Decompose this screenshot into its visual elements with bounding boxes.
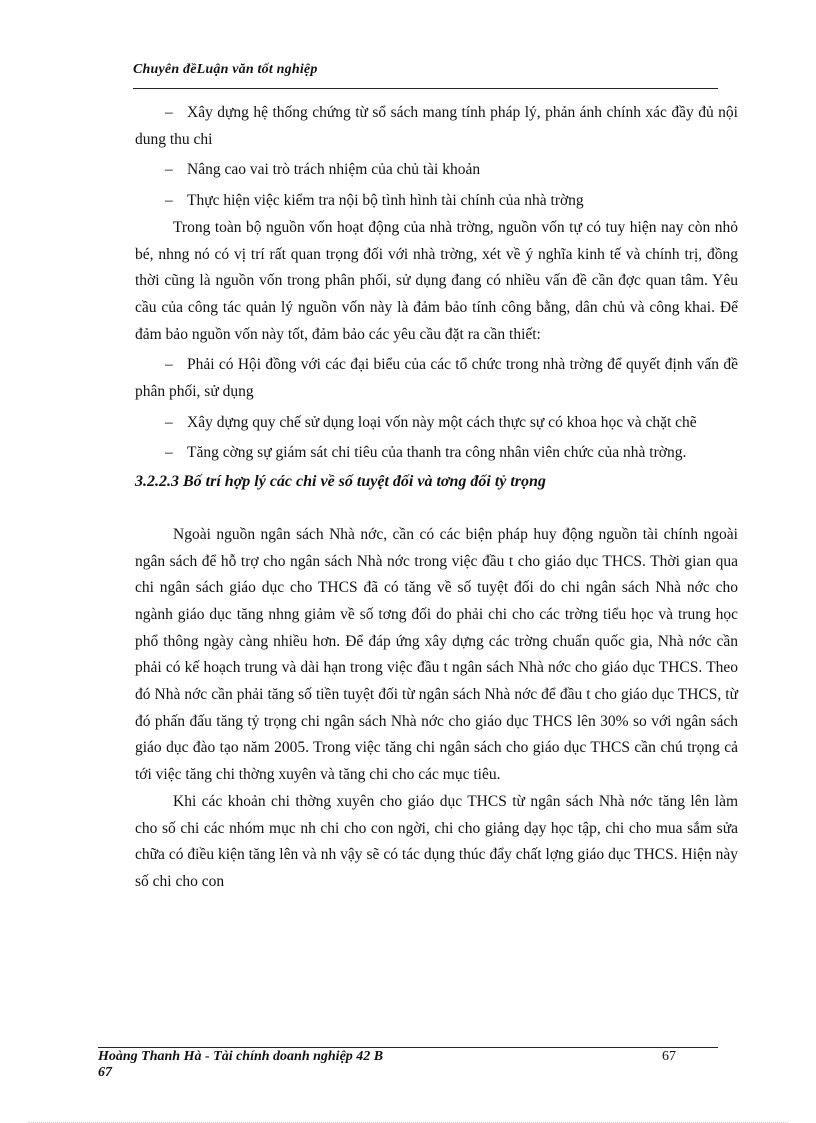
body-paragraph: Khi các khoản chi thờng xuyên cho giáo dục THCS từ ngân sách Nhà nớc tăng lên làm cho số chi các nhóm mục nh chi cho con ngời, chi cho giảng dạy học tập, chi cho mua sắm sửa chữa có điều kiện tăng lên và nh vậy sẽ có tác dụng thúc đẩy chất lợng giáo dục THCS. Hiện này số chi cho con	[135, 792, 738, 890]
bullet-dash: –	[165, 161, 173, 179]
bullet-item	[135, 100, 738, 153]
bullet-item	[135, 157, 738, 184]
bullet-dash: –	[165, 192, 173, 210]
footer-author: Hoàng Thanh Hà - Tài chính doanh nghiệp 42 B	[98, 1049, 384, 1064]
bullet-text: Phải có Hội đồng với các đại biểu của các tổ chức trong nhà trờng để quyết định vấn đề phân phối, sử dụng	[135, 356, 738, 401]
bullet-dash: –	[165, 444, 173, 462]
bullet-text: Xây dựng hệ thống chứng từ sổ sách mang tính pháp lý, phản ánh chính xác đầy đủ nội dung thu chi	[135, 104, 738, 148]
bullet-item	[135, 188, 738, 215]
bullet-text: Thực hiện việc kiểm tra nội bộ tình hình tài chính của nhà trờng	[187, 192, 584, 210]
body-paragraph: Trong toàn bộ nguồn vốn hoạt động của nhà trờng, nguồn vốn tự có tuy hiện nay còn nhỏ bé, nhng nó có vị trí rất quan trọng đối với nhà trờng, xét về ý nghĩa kinh tế và chính trị, đồng thời cũng là nguồn vốn trong phân phối, sử dụng đang có nhiều vấn đề cần đợc quan tâm. Yêu cầu của công tác quản lý nguồn vốn này là đảm bảo tính công bằng, dân chủ và công khai. Để đảm bảo nguồn vốn này tốt, đảm bảo các yêu cầu đặt ra cần thiết:	[135, 218, 738, 343]
footer-divider	[98, 1047, 718, 1048]
page-number-repeat: 67	[98, 1065, 112, 1080]
page-number: 67	[662, 1049, 676, 1064]
bullet-dash: –	[165, 356, 173, 374]
body-paragraph: Ngoài nguồn ngân sách Nhà nớc, cần có các biện pháp huy động nguồn tài chính ngoài ngân sách để hỗ trợ cho ngân sách Nhà nớc trong việc đầu t cho giáo dục THCS. Thời gian qua chi ngân sách giáo dục cho THCS đã có tăng về số tuyệt đối do chi ngân sách Nhà nớc cho ngành giáo dục tăng nhng giảm về số tơng đối do phải chi cho các trờng tiểu học và trung học phổ thông ngày càng nhiều hơn. Để đáp ứng xây dựng các trờng chuẩn quốc gia, Nhà nớc cần phải có kế hoạch trung và dài hạn trong việc đầu t ngân sách Nhà nớc cho giáo dục THCS. Theo đó Nhà nớc cần phải tăng số tiền tuyệt đối từ ngân sách Nhà nớc để đầu t cho giáo dục THCS, từ đó phấn đấu tăng tỷ trọng chi ngân sách Nhà nớc cho giáo dục THCS lên 30% so với ngân sách giáo dục đào tạo năm 2005. Trong việc tăng chi ngân sách cho giáo dục THCS cần chú trọng cả tới việc tăng chi thờng xuyên và tăng chi cho các mục tiêu.	[135, 525, 738, 784]
document-body	[135, 96, 738, 896]
page-header-title: Chuyên đềLuận văn tốt nghiệp	[133, 62, 318, 77]
bullet-item	[135, 440, 738, 467]
bullet-text: Nâng cao vai trò trách nhiệm của chủ tài khoản	[187, 161, 481, 179]
header-divider	[133, 88, 718, 89]
bullet-text: Tăng cờng sự giám sát chi tiêu của thanh tra công nhân viên chức của nhà trờng.	[187, 444, 687, 462]
section-heading: 3.2.2.3 Bố trí hợp lý các chi về số tuyệt đối và tơng đối tỷ trọng	[135, 473, 546, 491]
bullet-text: Xây dựng quy chế sử dụng loại vốn này một cách thực sự có khoa học và chặt chẽ	[187, 413, 697, 431]
bullet-item	[135, 352, 738, 405]
bullet-dash: –	[165, 413, 173, 431]
bullet-item	[135, 410, 738, 437]
bullet-dash: –	[165, 104, 173, 121]
